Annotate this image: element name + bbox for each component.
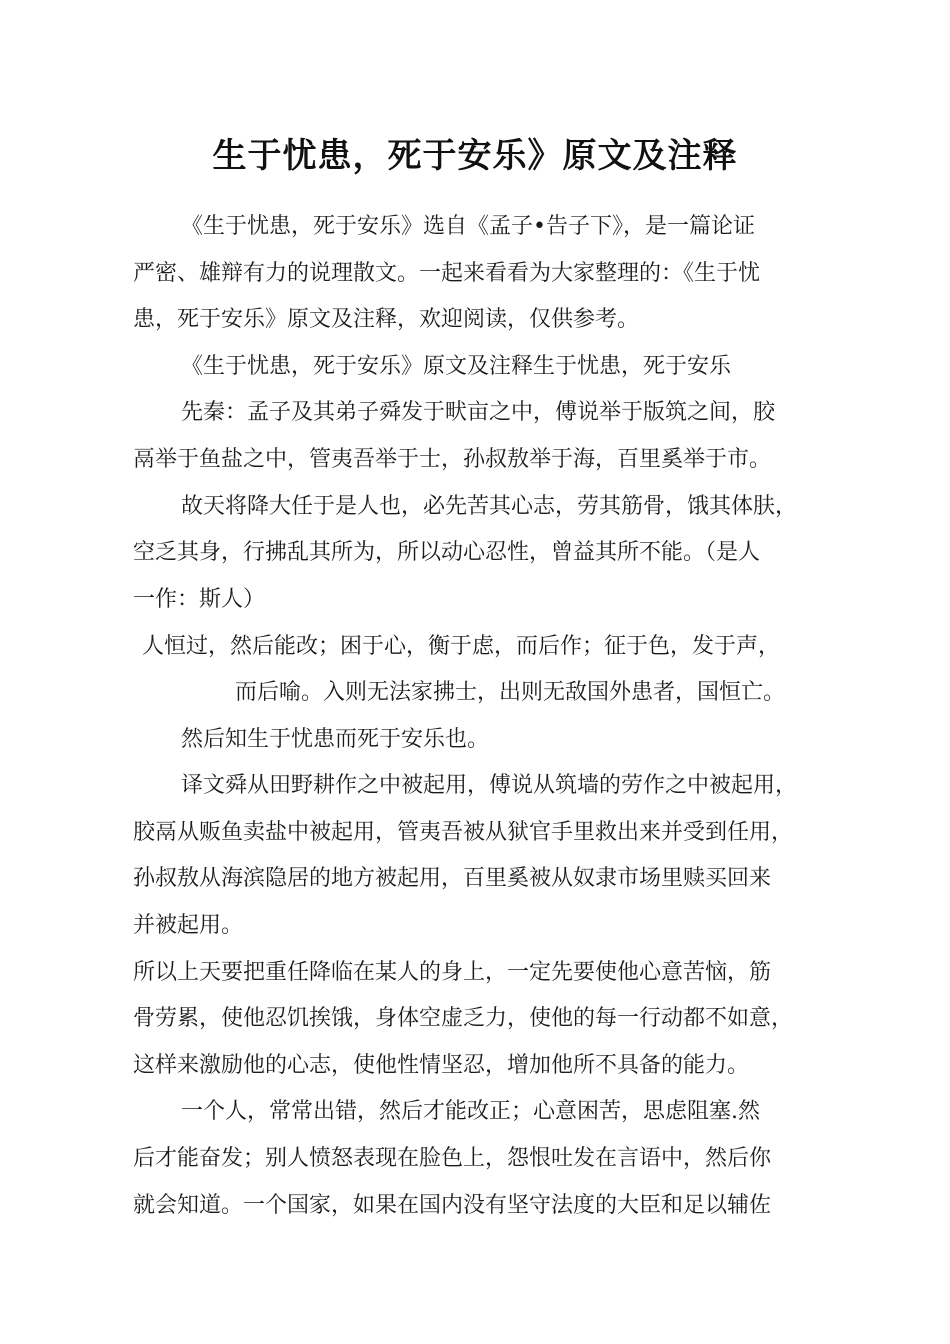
text-line: 并被起用。 — [133, 913, 244, 938]
text-line: 而后喻。入则无法家拂士，出则无敌国外患者，国恒亡。 — [235, 680, 786, 705]
text-line: 《生于忧患，死于安乐》选自《孟子•告子下》，是一篇论证 — [181, 214, 755, 239]
text-line: 故天将降大任于是人也，必先苦其心志，劳其筋骨，饿其体肤， — [181, 494, 798, 519]
document-title: 生于忧患，死于安乐》原文及注释 — [212, 136, 738, 176]
text-line: 空乏其身，行拂乱其所为，所以动心忍性，曾益其所不能。（是人 — [133, 540, 761, 565]
text-line: 一个人，常常出错，然后才能改正；心意困苦，思虑阻塞.然 — [181, 1099, 760, 1124]
text-line: 译文舜从田野耕作之中被起用，傅说从筑墙的劳作之中被起用， — [181, 773, 798, 798]
text-line: 《生于忧患，死于安乐》原文及注释生于忧患，死于安乐 — [181, 354, 732, 379]
text-line: 孙叔敖从海滨隐居的地方被起用，百里奚被从奴隶市场里赎买回来 — [133, 866, 772, 891]
text-line: 骨劳累，使他忍饥挨饿，身体空虚乏力，使他的每一行动都不如意， — [133, 1006, 794, 1031]
text-line: 患，死于安乐》原文及注释，欢迎阅读，仅供参考。 — [133, 307, 640, 332]
text-line: 严密、雄辩有力的说理散文。一起来看看为大家整理的：《生于忧 — [133, 261, 761, 286]
text-line: 先秦：孟子及其弟子舜发于畎亩之中，傅说举于版筑之间，胶 — [181, 400, 776, 425]
text-line: 人恒过，然后能改；困于心，衡于虑，而后作；征于色，发于声， — [142, 634, 781, 659]
text-line: 就会知道。一个国家，如果在国内没有坚守法度的大臣和足以辅佐 — [133, 1193, 772, 1218]
text-line: 这样来激励他的心志，使他性情坚忍，增加他所不具备的能力。 — [133, 1053, 750, 1078]
text-line: 然后知生于忧患而死于安乐也。 — [181, 727, 490, 752]
text-line: 后才能奋发；别人愤怒表现在脸色上，怨恨吐发在言语中，然后你 — [133, 1146, 772, 1171]
text-line: 所以上天要把重任降临在某人的身上，一定先要使他心意苦恼，筋 — [133, 960, 772, 985]
text-line: 一作：斯人） — [133, 587, 266, 612]
text-line: 胶鬲从贩鱼卖盐中被起用，管夷吾被从狱官手里救出来并受到任用， — [133, 820, 794, 845]
text-line: 鬲举于鱼盐之中，管夷吾举于士，孙叔敖举于海，百里奚举于市。 — [133, 447, 772, 472]
